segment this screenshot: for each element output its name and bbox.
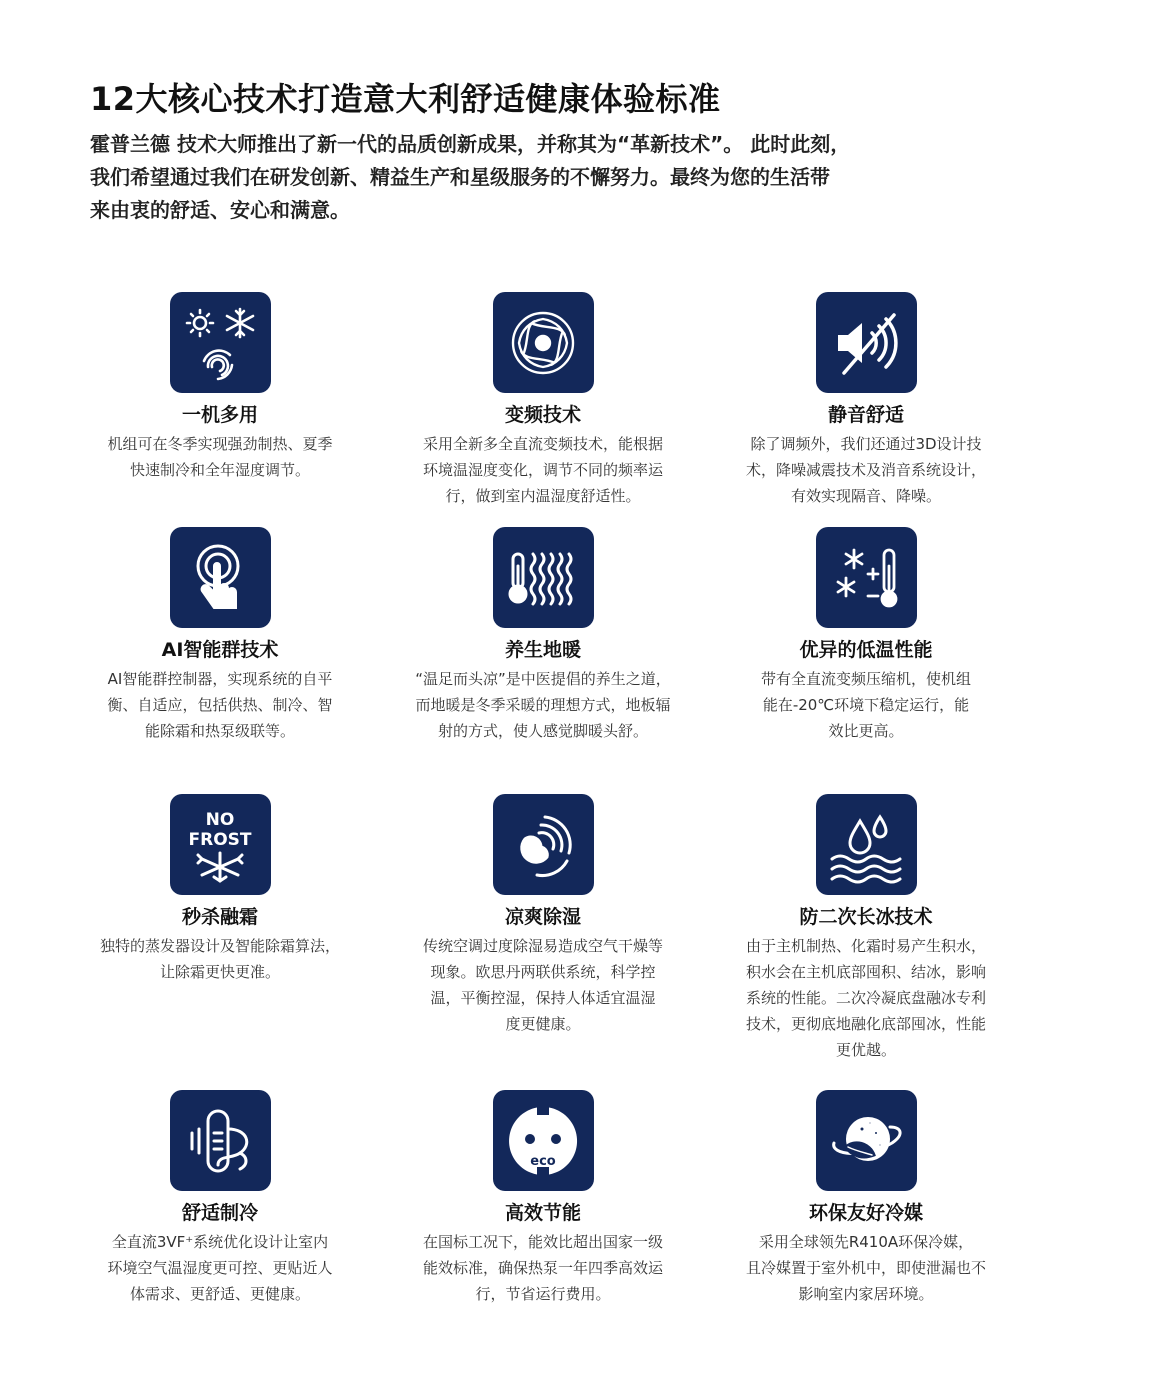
feature-anti-icing xyxy=(716,794,1016,1063)
feature-description xyxy=(716,933,1016,1063)
feature-description xyxy=(716,666,1016,744)
description-line: 影响室内家居环境。 xyxy=(798,1285,934,1303)
description-line: 在国标工况下，能效比超出国家一级 xyxy=(422,1233,663,1251)
description-line: 更优越。 xyxy=(835,1041,896,1059)
description-line: 射的方式，使人感觉脚暖头舒。 xyxy=(437,722,648,740)
feature-eco-refrigerant xyxy=(716,1090,1016,1307)
feature-ai-group xyxy=(70,527,370,744)
feature-silent xyxy=(716,292,1016,509)
feature-energy-saving xyxy=(393,1090,693,1307)
inverter-wave-circle-icon xyxy=(493,292,594,393)
eco-text: eco xyxy=(530,1153,556,1169)
description-line: 效比更高。 xyxy=(828,722,904,740)
feature-description xyxy=(70,933,370,985)
feature-multi-function xyxy=(70,292,370,483)
feature-title: AI智能群技术 xyxy=(161,639,279,661)
description-line: 系统的性能。二次冷凝底盘融冰专利 xyxy=(745,989,986,1007)
feature-defrost xyxy=(70,794,370,985)
feature-description xyxy=(716,1229,1016,1307)
planet-leaf-icon xyxy=(816,1090,917,1191)
feature-comfort-cooling xyxy=(70,1090,370,1307)
sun-snowflake-swirl-icon xyxy=(170,292,271,393)
description-line: 现象。欧思丹两联供系统，科学控 xyxy=(430,963,656,981)
feature-low-temperature xyxy=(716,527,1016,744)
description-line: 且冷媒置于室外机中，即使泄漏也不 xyxy=(745,1259,986,1277)
feature-description xyxy=(70,431,370,483)
description-line: 环境空气温湿度更可控、更贴近人 xyxy=(107,1259,333,1277)
eco-plug-icon xyxy=(493,1090,594,1191)
description-line: 采用全新多全直流变频技术，能根据 xyxy=(422,435,663,453)
feature-inverter xyxy=(393,292,693,509)
dehumidify-swirl-icon xyxy=(493,794,594,895)
description-line: AI智能群控制器，实现系统的自平 xyxy=(107,670,333,688)
description-line: 衡、自适应，包括供热、制冷、智 xyxy=(107,696,333,714)
description-line: 能在-20℃环境下稳定运行，能 xyxy=(762,696,970,714)
feature-title: 防二次长冰技术 xyxy=(799,906,933,928)
feature-title: 秒杀融霜 xyxy=(181,906,258,928)
description-line: 术，降噪减震技术及消音系统设计， xyxy=(745,461,986,479)
feature-floor-heating xyxy=(393,527,693,744)
description-line: 快速制冷和全年湿度调节。 xyxy=(129,461,310,479)
intro-line: 我们希望通过我们在研发创新、精益生产和星级服务的不懈努力。最终为您的生活带 xyxy=(90,165,830,189)
feature-title: 养生地暖 xyxy=(504,639,581,661)
description-line: 环境温湿度变化，调节不同的频率运 xyxy=(422,461,663,479)
description-line: 采用全球领先R410A环保冷媒， xyxy=(758,1233,974,1251)
description-line: 技术，更彻底地融化底部囤冰，性能 xyxy=(745,1015,986,1033)
no-frost-text: FROST xyxy=(188,829,252,850)
intro-line: 来由衷的舒适、安心和满意。 xyxy=(90,198,350,222)
description-line: 独特的蒸发器设计及智能除霜算法， xyxy=(99,937,340,955)
description-line: 行，节省运行费用。 xyxy=(475,1285,611,1303)
description-line: 除了调频外，我们还通过3D设计技 xyxy=(750,435,982,453)
feature-title: 静音舒适 xyxy=(827,404,904,426)
touch-finger-icon xyxy=(170,527,271,628)
description-line: 积水会在主机底部囤积、结冰，影响 xyxy=(745,963,986,981)
airflow-3vf-icon xyxy=(170,1090,271,1191)
description-line: 传统空调过度除湿易造成空气干燥等 xyxy=(422,937,663,955)
description-line: 而地暖是冬季采暖的理想方式，地板辐 xyxy=(415,696,671,714)
feature-title: 环保友好冷媒 xyxy=(808,1202,923,1224)
feature-title: 一机多用 xyxy=(181,404,258,426)
description-line: 体需求、更舒适、更健康。 xyxy=(129,1285,310,1303)
description-line: “温足而头凉”是中医提倡的养生之道， xyxy=(415,670,671,688)
description-line: 度更健康。 xyxy=(505,1015,581,1033)
description-line: 全直流3VF⁺系统优化设计让室内 xyxy=(111,1233,329,1251)
snowflake-thermometer-icon xyxy=(816,527,917,628)
feature-description xyxy=(393,933,693,1037)
description-line: 能除霜和热泵级联等。 xyxy=(144,722,295,740)
feature-dehumidify xyxy=(393,794,693,1037)
description-line: 能效标准，确保热泵一年四季高效运 xyxy=(422,1259,663,1277)
page-title: 12大核心技术打造意大利舒适健康体验标准 xyxy=(90,80,721,118)
description-line: 让除霜更快更准。 xyxy=(159,963,280,981)
muted-speaker-icon xyxy=(816,292,917,393)
feature-description xyxy=(70,1229,370,1307)
feature-description xyxy=(70,666,370,744)
description-line: 有效实现隔音、降噪。 xyxy=(790,487,941,505)
feature-description xyxy=(393,431,693,509)
intro-line: 霍普兰德 技术大师推出了新一代的品质创新成果，并称其为“革新技术”。 此时此刻， xyxy=(90,132,851,156)
thermometer-heat-waves-icon xyxy=(493,527,594,628)
description-line: 机组可在冬季实现强劲制热、夏季 xyxy=(107,435,333,453)
no-frost-text: NO xyxy=(205,809,235,830)
feature-title: 凉爽除湿 xyxy=(504,906,581,928)
water-drops-waves-icon xyxy=(816,794,917,895)
feature-description xyxy=(393,1229,693,1307)
description-line: 带有全直流变频压缩机，使机组 xyxy=(760,670,971,688)
feature-title: 变频技术 xyxy=(504,404,581,426)
feature-title: 优异的低温性能 xyxy=(799,639,933,661)
description-line: 温，平衡控湿，保持人体适宜温湿 xyxy=(430,989,656,1007)
feature-title: 舒适制冷 xyxy=(181,1202,258,1224)
intro-paragraph xyxy=(90,128,990,227)
no-frost-icon xyxy=(170,794,271,895)
description-line: 由于主机制热、化霜时易产生积水， xyxy=(745,937,986,955)
feature-description xyxy=(716,431,1016,509)
feature-description xyxy=(393,666,693,744)
description-line: 行，做到室内温湿度舒适性。 xyxy=(445,487,641,505)
feature-title: 高效节能 xyxy=(504,1202,581,1224)
